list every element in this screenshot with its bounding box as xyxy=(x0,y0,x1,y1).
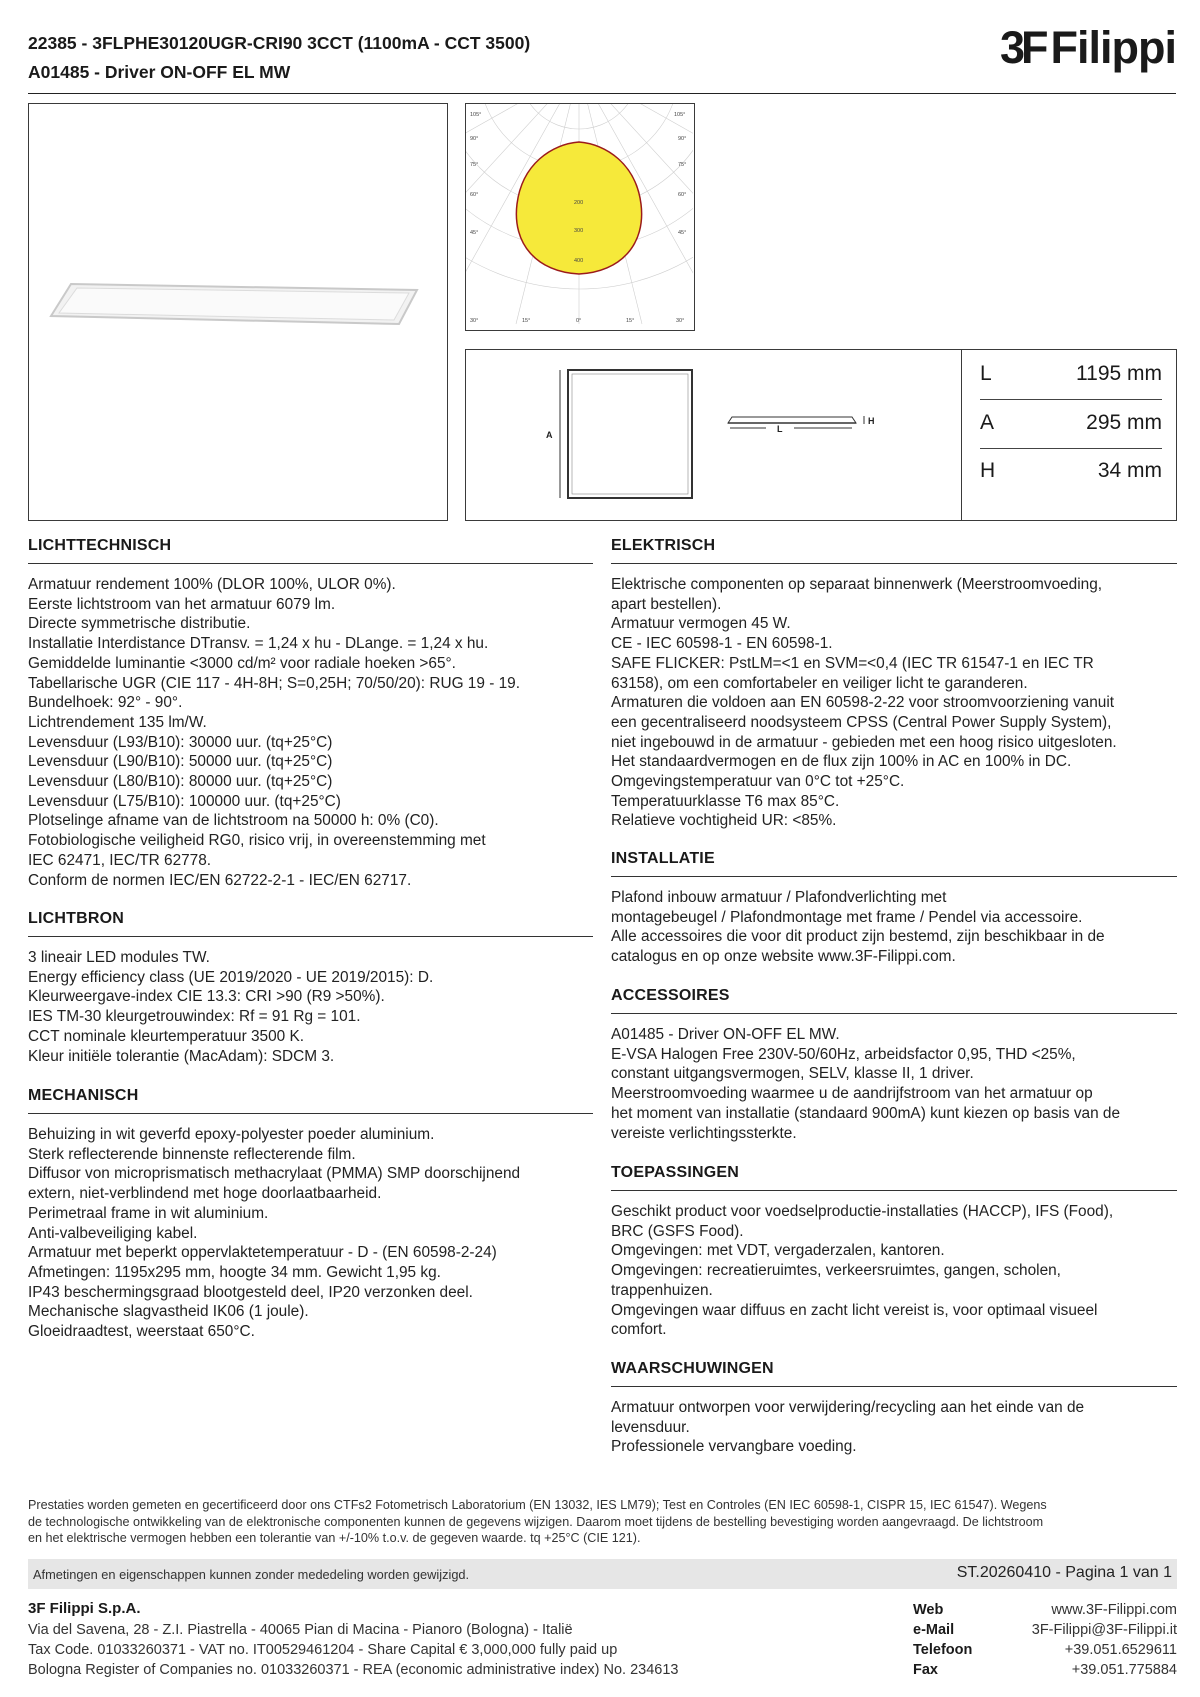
polar-label-left: 45° xyxy=(470,230,479,236)
contact-row-web xyxy=(913,1600,1177,1620)
polar-label-right: 60° xyxy=(678,192,687,198)
text-line: Directe symmetrische distributie. xyxy=(28,615,251,633)
text-line: Geschikt product voor voedselproductie-installaties (HACCP), IFS (Food), xyxy=(611,1203,1114,1220)
polar-label-left: 75° xyxy=(470,162,479,168)
text-line: levensduur. xyxy=(611,1418,690,1436)
polar-radial-value: 200 xyxy=(574,200,584,206)
dimensions-divider xyxy=(961,350,962,520)
contact-row-phone xyxy=(913,1640,1177,1660)
text-line: vereiste verlichtingssterkte. xyxy=(611,1124,797,1142)
polar-label-bottom: 30° xyxy=(470,318,479,324)
text-line: BRC (GSFS Food). xyxy=(611,1222,744,1240)
section-rule xyxy=(611,1013,1177,1014)
dimension-drawing xyxy=(466,350,960,520)
text-line: Levensduur (L75/B10): 100000 uur. (tq+25°C) xyxy=(28,792,341,810)
text-line: Mechanische slagvastheid IK06 (1 joule). xyxy=(28,1303,309,1321)
text-line: Gloeidraadtest, weerstaat 650°C. xyxy=(28,1323,255,1341)
website-link[interactable]: www.3F-Filippi.com xyxy=(1051,1602,1177,1618)
text-line: Armatuur rendement 100% (DLOR 100%, ULOR 0%). xyxy=(28,576,396,593)
section-heading-waarschuwingen: WAARSCHUWINGEN xyxy=(611,1360,774,1377)
text-line: extern, niet-verblindend met hoge doorlaatbaarheid. xyxy=(28,1185,382,1203)
section-heading-accessoires: ACCESSOIRES xyxy=(611,987,730,1004)
section-rule xyxy=(28,563,593,564)
led-panel-image xyxy=(49,282,419,326)
text-line: Plotselinge afname van de lichtstroom na 50000 h: 0% (C0). xyxy=(28,812,439,830)
text-line: comfort. xyxy=(611,1321,667,1339)
disclaimer-text xyxy=(28,1497,1178,1547)
text-line: Bologna Register of Companies no. 01033260371 - REA (economic administrative index) No. 234613 xyxy=(28,1662,679,1678)
dimension-row-height xyxy=(980,449,1162,497)
text-line: Armatuur vermogen 45 W. xyxy=(611,615,791,633)
text-line: Installatie Interdistance DTransv. = 1,24 x hu - DLange. = 1,24 x hu. xyxy=(28,635,489,653)
section-rule xyxy=(611,876,1177,877)
text-line: Alle accessoires die voor dit product zijn bestemd, zijn beschikbaar in de xyxy=(611,928,1105,946)
text-line: Lichtrendement 135 lm/W. xyxy=(28,713,207,731)
text-line: Tabellarische UGR (CIE 117 - 4H-8H; S=0,25H; 70/50/20): RUG 19 - 19. xyxy=(28,674,521,692)
polar-radial-value: 400 xyxy=(574,258,584,264)
text-line: Omgevingen waar diffuus en zacht licht vereist is, voor optimaal visueel xyxy=(611,1301,1098,1319)
polar-radial-value: 300 xyxy=(574,228,584,234)
text-line: Elektrische componenten op separaat binnenwerk (Meerstroomvoeding, xyxy=(611,576,1103,593)
brand-logo xyxy=(1000,22,1176,74)
section-body-waarschuwingen xyxy=(611,1398,1084,1457)
section-heading-mechanisch: MECHANISCH xyxy=(28,1087,139,1104)
text-line: constant uitgangsvermogen, SELV, klasse II, 1 driver. xyxy=(611,1065,974,1083)
text-line: apart bestellen). xyxy=(611,595,722,613)
section-body-elektrisch xyxy=(611,575,1117,831)
polar-label-left: 90° xyxy=(470,136,479,142)
dimensions-box xyxy=(465,349,1177,521)
text-line: niet ingebouwd in de armatuur - gebieden met een hoog risico uitgesloten. xyxy=(611,733,1117,751)
polar-label-bottom: 0° xyxy=(576,318,582,324)
section-heading-installatie: INSTALLATIE xyxy=(611,850,715,867)
text-line: Prestaties worden gemeten en gecertificeerd door ons CTFs2 Fotometrisch Laboratorium (EN 13032, IES LM79); Test en Controles (EN IEC 60598-1, CISPR 15, IEC 61547). Wegens xyxy=(28,1498,1047,1512)
product-title: 22385 - 3FLPHE30120UGR-CRI90 3CCT (1100mA - CCT 3500) xyxy=(28,33,531,53)
text-line: een gecentraliseerd noodsysteem CPSS (Central Power Supply System), xyxy=(611,713,1112,731)
section-rule xyxy=(28,936,593,937)
text-line: Levensduur (L93/B10): 30000 uur. (tq+25°C) xyxy=(28,733,333,751)
dimension-value: 1195 mm xyxy=(1076,362,1162,385)
text-line: Relatieve vochtigheid UR: <85%. xyxy=(611,812,837,830)
section-rule xyxy=(611,1386,1177,1387)
contact-label: Fax xyxy=(913,1662,938,1678)
text-line: Armatuur met beperkt oppervlaktetemperatuur - D - (EN 60598-2-24) xyxy=(28,1244,497,1262)
text-line: 3 lineair LED modules TW. xyxy=(28,949,210,966)
text-line: montagebeugel / Plafondmontage met frame / Pendel via accessoire. xyxy=(611,908,1083,926)
text-line: Meerstroomvoeding waarmee u de aandrijfstroom van het armatuur op xyxy=(611,1085,1093,1103)
product-subtitle: A01485 - Driver ON-OFF EL MW xyxy=(28,62,291,82)
text-line: Perimetraal frame in wit aluminium. xyxy=(28,1204,269,1222)
polar-label-bottom: 15° xyxy=(522,318,531,324)
section-body-installatie xyxy=(611,888,1105,967)
text-line: Kleurweergave-index CIE 13.3: CRI >90 (R9 >50%). xyxy=(28,988,385,1006)
section-heading-lichttechnisch: LICHTTECHNISCH xyxy=(28,537,172,554)
section-heading-toepassingen: TOEPASSINGEN xyxy=(611,1164,740,1181)
dimension-row-length xyxy=(980,352,1162,400)
contact-block xyxy=(913,1600,1177,1680)
text-line: Omgevingstemperatuur van 0°C tot +25°C. xyxy=(611,773,905,791)
text-line: 63158), om een comfortabeler en veiliger licht te garanderen. xyxy=(611,674,1028,692)
text-line: Armatuur ontworpen voor verwijdering/recycling aan het einde van de xyxy=(611,1399,1085,1416)
section-rule xyxy=(611,1190,1177,1191)
text-line: E-VSA Halogen Free 230V-50/60Hz, arbeidsfactor 0,95, THD <25%, xyxy=(611,1045,1076,1063)
text-line: trappenhuizen. xyxy=(611,1281,713,1299)
text-line: Professionele vervangbare voeding. xyxy=(611,1438,857,1456)
text-line: de technologische ontwikkeling van de elektronische componenten kunnen de gegevens wijzigen. Daarom moet tijdens de bestelling bevestiging worden aangevraagd. De lichtstroom xyxy=(28,1514,1044,1529)
text-line: Afmetingen: 1195x295 mm, hoogte 34 mm. Gewicht 1,95 kg. xyxy=(28,1263,441,1281)
polar-label-right: 75° xyxy=(678,162,687,168)
section-body-lichttechnisch xyxy=(28,575,520,890)
polar-chart xyxy=(466,104,693,329)
footer-bar xyxy=(28,1559,1177,1589)
text-line: A01485 - Driver ON-OFF EL MW. xyxy=(611,1026,840,1043)
text-line: SAFE FLICKER: PstLM=<1 en SVM=<0,4 (IEC TR 61547-1 en IEC TR xyxy=(611,654,1094,672)
text-line: Conform de normen IEC/EN 62722-2-1 - IEC/EN 62717. xyxy=(28,871,412,889)
text-line: het moment van installatie (standaard 900mA) kunt kiezen op basis van de xyxy=(611,1104,1121,1122)
text-line: Gemiddelde luminantie <3000 cd/m² voor radiale hoeken >65°. xyxy=(28,654,456,672)
text-line: Sterk reflecterende binnenste reflecterende film. xyxy=(28,1145,356,1163)
header-divider xyxy=(28,93,1176,94)
text-line: en het elektrische vermogen hebben een tolerantie van +/-10% t.o.v. de gegeven waarde. tq +25°C (CIE 121). xyxy=(28,1531,641,1545)
text-line: catalogus en op onze website www.3F-Filippi.com. xyxy=(611,948,956,966)
contact-label: Web xyxy=(913,1602,944,1618)
polar-label-bottom: 30° xyxy=(676,318,685,324)
dimension-value: 34 mm xyxy=(1097,459,1162,482)
text-line: Tax Code. 01033260371 - VAT no. IT00529461204 - Share Capital € 3,000,000 fully paid up xyxy=(28,1642,618,1658)
logo-text: Filippi xyxy=(1050,22,1176,73)
polar-label-right: 90° xyxy=(678,136,687,142)
text-line: Omgevingen: recreatieruimtes, verkeersruimtes, gangen, scholen, xyxy=(611,1262,1061,1280)
text-line: Kleur initiële tolerantie (MacAdam): SDCM 3. xyxy=(28,1047,335,1065)
text-line: Energy efficiency class (UE 2019/2020 - UE 2019/2015): D. xyxy=(28,968,434,986)
section-body-mechanisch xyxy=(28,1125,520,1342)
text-line: Anti-valbeveiliging kabel. xyxy=(28,1224,198,1242)
text-line: Omgevingen: met VDT, vergaderzalen, kantoren. xyxy=(611,1242,945,1260)
section-body-lichtbron xyxy=(28,948,433,1066)
polar-label-left: 60° xyxy=(470,192,479,198)
polar-label-bottom: 15° xyxy=(626,318,635,324)
text-line: CCT nominale kleurtemperatuur 3500 K. xyxy=(28,1027,305,1045)
company-address xyxy=(28,1620,678,1680)
dimension-value: 295 mm xyxy=(1086,411,1162,434)
company-name: 3F Filippi S.p.A. xyxy=(28,1600,141,1617)
dimension-key: A xyxy=(980,411,995,434)
section-body-accessoires xyxy=(611,1025,1120,1143)
section-heading-lichtbron: LICHTBRON xyxy=(28,910,125,927)
contact-row-email xyxy=(913,1620,1177,1640)
text-line: Fotobiologische veiligheid RG0, risico vrij, in overeenstemming met xyxy=(28,832,486,850)
text-line: Bundelhoek: 92° - 90°. xyxy=(28,694,183,712)
drawing-label-a: A xyxy=(546,430,553,440)
footer-notice: Afmetingen en eigenschappen kunnen zonder mededeling worden gewijzigd. xyxy=(33,1567,470,1582)
page-number: ST.20260410 - Pagina 1 van 1 xyxy=(956,1564,1172,1581)
text-line: Temperatuurklasse T6 max 85°C. xyxy=(611,792,840,810)
text-line: CE - IEC 60598-1 - EN 60598-1. xyxy=(611,635,833,653)
photometric-diagram xyxy=(465,103,695,331)
section-rule xyxy=(611,563,1177,564)
text-line: Levensduur (L80/B10): 80000 uur. (tq+25°C) xyxy=(28,773,333,791)
text-line: IEC 62471, IEC/TR 62778. xyxy=(28,851,212,869)
text-line: IES TM-30 kleurgetrouwindex: Rf = 91 Rg = 101. xyxy=(28,1008,361,1026)
contact-label: e-Mail xyxy=(913,1622,955,1638)
text-line: Behuizing in wit geverfd epoxy-polyester poeder aluminium. xyxy=(28,1126,435,1143)
contact-label: Telefoon xyxy=(913,1642,973,1658)
text-line: Plafond inbouw armatuur / Plafondverlichting met xyxy=(611,889,947,906)
drawing-label-l: L xyxy=(777,424,783,434)
drawing-label-h: H xyxy=(868,416,875,426)
dimension-row-width xyxy=(980,401,1162,449)
polar-label-top-right: 105° xyxy=(674,112,686,118)
text-line: Het standaardvermogen en de flux zijn 100% in AC en 100% in DC. xyxy=(611,753,1072,771)
dimension-key: H xyxy=(980,459,996,482)
section-heading-elektrisch: ELEKTRISCH xyxy=(611,537,716,554)
section-rule xyxy=(28,1113,593,1114)
phone-value: +39.051.6529611 xyxy=(1064,1642,1177,1658)
logo-mark: 3F xyxy=(1000,22,1045,73)
polar-label-right: 45° xyxy=(678,230,687,236)
text-line: Eerste lichtstroom van het armatuur 6079 lm. xyxy=(28,595,336,613)
text-line: Armaturen die voldoen aan EN 60598-2-22 voor stroomvoorziening vanuit xyxy=(611,694,1115,712)
text-line: IP43 beschermingsgraad blootgesteld deel, IP20 verzonken deel. xyxy=(28,1283,473,1301)
email-link[interactable]: 3F-Filippi@3F-Filippi.it xyxy=(1031,1622,1177,1638)
text-line: Levensduur (L90/B10): 50000 uur. (tq+25°C) xyxy=(28,753,333,771)
text-line: Diffusor von microprismatisch methacrylaat (PMMA) SMP doorschijnend xyxy=(28,1165,521,1183)
section-body-toepassingen xyxy=(611,1202,1113,1340)
dimension-key: L xyxy=(980,362,992,385)
contact-row-fax xyxy=(913,1660,1177,1680)
fax-value: +39.051.775884 xyxy=(1071,1662,1177,1678)
text-line: Via del Savena, 28 - Z.I. Piastrella - 40065 Pian di Macina - Pianoro (Bologna) - Italië xyxy=(28,1622,573,1638)
polar-label-top-left: 105° xyxy=(470,112,482,118)
product-image-box xyxy=(28,103,448,521)
